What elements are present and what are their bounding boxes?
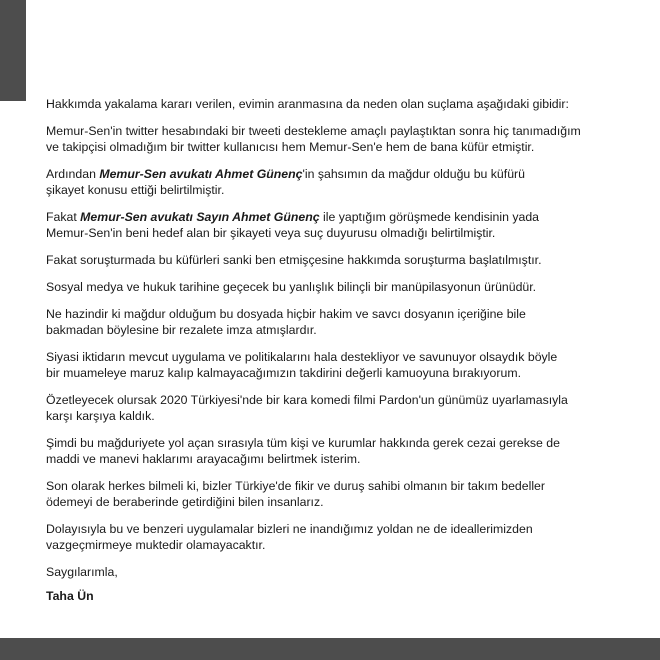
paragraph-judges [46, 306, 626, 338]
paragraph-lawyer-complaint [46, 166, 626, 198]
paragraph-line: Özetleyecek olursak 2020 Türkiyesi'nde bir kara komedi filmi Pardon'un günümüz uyarlamasıyla [46, 393, 568, 407]
paragraph-text: Sosyal medya ve hukuk tarihine geçecek bu yanlışlık bilinçli bir manüpilasyonun ürünüdür. [46, 280, 537, 294]
paragraph-line: şikayet konusu ettiği belirtilmiştir. [46, 183, 225, 197]
accent-bar [0, 0, 26, 101]
paragraph-investigation [46, 252, 626, 268]
paragraph-text: Fakat soruşturmada bu küfürleri sanki ben etmişçesine hakkımda soruşturma başlatılmıştır. [46, 253, 542, 267]
paragraph-conclusion [46, 478, 626, 510]
paragraph-text: Hakkımda yakalama kararı verilen, evimin aranmasına da neden olan suçlama aşağıdaki gibidir: [46, 97, 569, 111]
paragraph-lawyer-meeting [46, 209, 626, 241]
paragraph-resolve [46, 521, 626, 553]
paragraph-line: Memur-Sen'in twitter hesabındaki bir tweeti destekleme amaçlı paylaştıktan sonra hiç tanımadığım [46, 124, 581, 138]
paragraph-line: vazgeçmirmeye muktedir olamayacaktır. [46, 538, 266, 552]
paragraph-manipulation [46, 279, 626, 295]
paragraph-line: ile yaptığım görüşmede kendisinin yada [319, 210, 539, 224]
paragraph-line: Siyasi iktidarın mevcut uygulama ve politikalarını hala destekliyor ve savunuyor olsaydık böyle [46, 350, 558, 364]
paragraph-accusation-intro [46, 96, 626, 112]
paragraph-legal-rights [46, 435, 626, 467]
paragraph-line: bakmadan böylesine bir rezalete imza atmışlardır. [46, 323, 317, 337]
signature-name: Taha Ün [46, 589, 94, 603]
paragraph-line: Şimdi bu mağduriyete yol açan sırasıyla tüm kişi ve kurumlar hakkında gerek cezai gerekse de [46, 436, 560, 450]
footer-bar [0, 638, 660, 660]
paragraph-line: ödemeyi de beraberinde getirdiğini bilen insanlarız. [46, 495, 324, 509]
paragraph-summary [46, 392, 626, 424]
closing-salutation: Saygılarımla, [46, 565, 118, 579]
paragraph-line: ve takipçisi olmadığım bir twitter kullanıcısı hem Memur-Sen'e hem de bana küfür etmiştir. [46, 140, 535, 154]
paragraph-line: bir muameleye maruz kalıp kalmayacağımızın takdirini değerli kamuoyuna bırakıyorum. [46, 366, 521, 380]
paragraph-line: maddi ve manevi haklarımı arayacağımı belirtmek isterim. [46, 452, 361, 466]
lawyer-name-emphasis: Memur-Sen avukatı Sayın Ahmet Günenç [80, 210, 320, 224]
lawyer-name-emphasis: Memur-Sen avukatı Ahmet Günenç [99, 167, 303, 181]
paragraph-line: Son olarak herkes bilmeli ki, bizler Türkiye'de fikir ve duruş sahibi olmanın bir takım bedeller [46, 479, 545, 493]
letter-body [46, 96, 626, 615]
paragraph-line: Ardından [46, 167, 100, 181]
paragraph-tweet [46, 123, 626, 155]
paragraph-line: Ne hazindir ki mağdur olduğum bu dosyada hiçbir hakim ve savcı dosyanın içeriğine bile [46, 307, 526, 321]
paragraph-political [46, 349, 626, 381]
paragraph-line: Fakat [46, 210, 81, 224]
paragraph-line: 'in şahsımın da mağdur olduğu bu küfürü [302, 167, 525, 181]
paragraph-line: karşı karşıya kaldık. [46, 409, 155, 423]
paragraph-line: Dolayısıyla bu ve benzeri uygulamalar bizleri ne inandığımız yoldan ne de ideallerimizden [46, 522, 533, 536]
paragraph-line: Memur-Sen'in beni hedef alan bir şikayeti veya suç duyurusu olmadığı belirtilmiştir. [46, 226, 496, 240]
